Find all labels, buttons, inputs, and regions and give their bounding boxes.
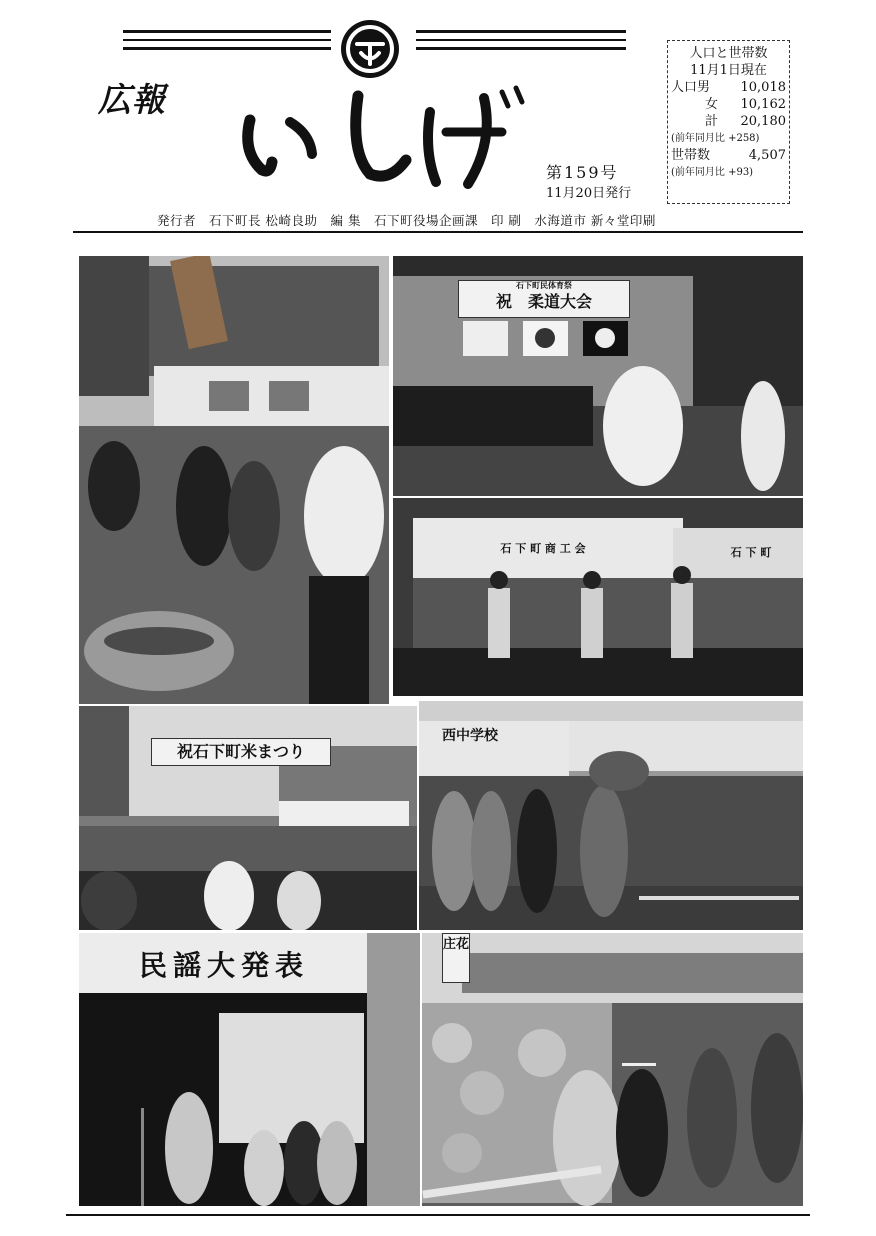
masthead-rule-right-3 [416, 47, 626, 50]
judo-banner-text: 祝 柔道大会 [495, 292, 592, 311]
page-bottom-rule [66, 1214, 810, 1216]
photo-judo-tournament [393, 256, 803, 496]
tent-sign-1: 石 下 町 商 工 会 [500, 542, 586, 555]
stats-female-row [671, 96, 786, 113]
judo-banner-small: 石下町民体育祭 [516, 281, 572, 290]
photo-folk-song-stage [79, 933, 420, 1206]
stats-male-label: 人口男 [671, 80, 711, 95]
stats-households-value: 4,507 [748, 148, 786, 163]
stats-total-label: 計 [705, 114, 719, 129]
festival-banner: 祝石下町米まつり [151, 738, 331, 766]
stats-asof: 11月1日現在 [690, 63, 767, 78]
stats-heading: 人口と世帯数 [689, 46, 768, 61]
masthead-rule-left-1 [123, 30, 331, 33]
photo-rice-festival-street [79, 706, 417, 930]
masthead-rule-right-2 [416, 39, 626, 41]
stats-female-value: 10,162 [740, 97, 786, 112]
kohou-label: 広報 [98, 80, 166, 119]
issue-date: 11月20日発行 [546, 186, 632, 201]
publication-title-logo [240, 82, 530, 192]
tent-sign-2: 石 下 町 [730, 546, 772, 559]
stats-pop-change: (前年同月比 +258) [671, 133, 760, 144]
judo-banner [458, 280, 630, 318]
minyo-banner: 民謡大発表 [138, 949, 309, 982]
publisher-line: 発行者 石下町長 松崎良助 編 集 石下町役場企画課 印 刷 水海道市 新々堂印刷 [157, 213, 656, 228]
flower-sign: 庄花 [442, 933, 470, 983]
stats-male-value: 10,018 [740, 80, 786, 95]
masthead-rule-left-2 [123, 39, 331, 41]
masthead-divider [73, 231, 803, 233]
photo-commerce-tent-performance [393, 498, 803, 696]
photo-mochi-pounding [79, 256, 389, 704]
town-emblem-icon [341, 20, 399, 78]
stats-households-row [671, 147, 786, 164]
stats-total-value: 20,180 [740, 114, 786, 129]
stats-male-row [671, 79, 786, 96]
stats-total-row [671, 113, 786, 130]
issue-number: 第159号 [546, 163, 619, 182]
stats-households-label: 世帯数 [671, 148, 711, 163]
stats-hh-change: (前年同月比 +93) [671, 167, 754, 178]
publication-title-text [240, 82, 243, 83]
masthead-rule-left-3 [123, 47, 331, 50]
photo-chrysanthemum-display [422, 933, 803, 1206]
population-stats-box [667, 40, 790, 204]
masthead-rule-right-1 [416, 30, 626, 33]
school-tent-sign: 西中学校 [442, 728, 498, 744]
photo-school-tent-crowd [419, 701, 803, 930]
stats-female-label: 女 [705, 97, 719, 112]
